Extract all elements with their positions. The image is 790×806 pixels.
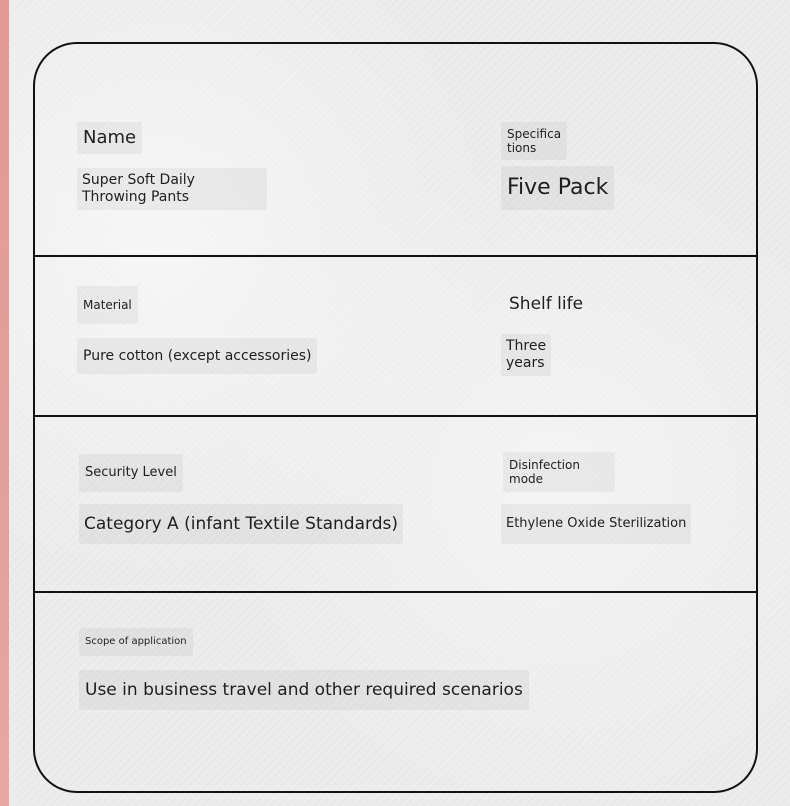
specifications-value-chip bbox=[501, 166, 614, 210]
scope-label: Scope of application bbox=[85, 636, 187, 647]
specifications-label-line2: tions bbox=[507, 141, 537, 155]
security-level-label-chip bbox=[79, 454, 183, 492]
left-edge-stripe bbox=[0, 0, 9, 806]
disinfection-mode-label-line1: Disinfection bbox=[509, 457, 580, 472]
disinfection-mode-label-chip bbox=[503, 452, 615, 492]
material-label: Material bbox=[83, 297, 132, 312]
shelf-life-label-chip bbox=[505, 288, 587, 320]
row-divider-3 bbox=[35, 591, 756, 593]
material-value-chip bbox=[77, 338, 317, 374]
row-divider-2 bbox=[35, 415, 756, 417]
scope-label-chip bbox=[79, 628, 193, 656]
shelf-life-value-chip bbox=[501, 334, 551, 376]
name-label-chip bbox=[77, 122, 142, 154]
spec-card bbox=[33, 42, 758, 793]
specifications-label-line1: Specifica bbox=[507, 126, 562, 141]
security-level-value: Category A (infant Textile Standards) bbox=[84, 513, 398, 534]
material-label-chip bbox=[77, 286, 138, 324]
scope-value: Use in business travel and other required scenarios bbox=[85, 679, 523, 700]
name-value-line2: Throwing Pants bbox=[82, 189, 190, 205]
shelf-life-label: Shelf life bbox=[509, 293, 584, 314]
name-value-chip bbox=[77, 168, 267, 210]
shelf-life-value-line1: Three bbox=[506, 338, 547, 355]
disinfection-mode-value: Ethylene Oxide Sterilization bbox=[506, 516, 687, 532]
scope-value-chip bbox=[79, 670, 529, 710]
shelf-life-value-line2: years bbox=[506, 355, 545, 371]
material-value: Pure cotton (except accessories) bbox=[83, 347, 312, 364]
name-value-line1: Super Soft Daily bbox=[82, 172, 195, 189]
specifications-value: Five Pack bbox=[507, 174, 609, 200]
disinfection-mode-value-chip bbox=[501, 504, 691, 544]
name-label: Name bbox=[83, 127, 137, 149]
disinfection-mode-label-line2: mode bbox=[509, 472, 544, 486]
row-divider-1 bbox=[35, 255, 756, 257]
security-level-label: Security Level bbox=[85, 465, 177, 481]
specifications-label-chip bbox=[501, 122, 567, 160]
security-level-value-chip bbox=[79, 504, 403, 544]
